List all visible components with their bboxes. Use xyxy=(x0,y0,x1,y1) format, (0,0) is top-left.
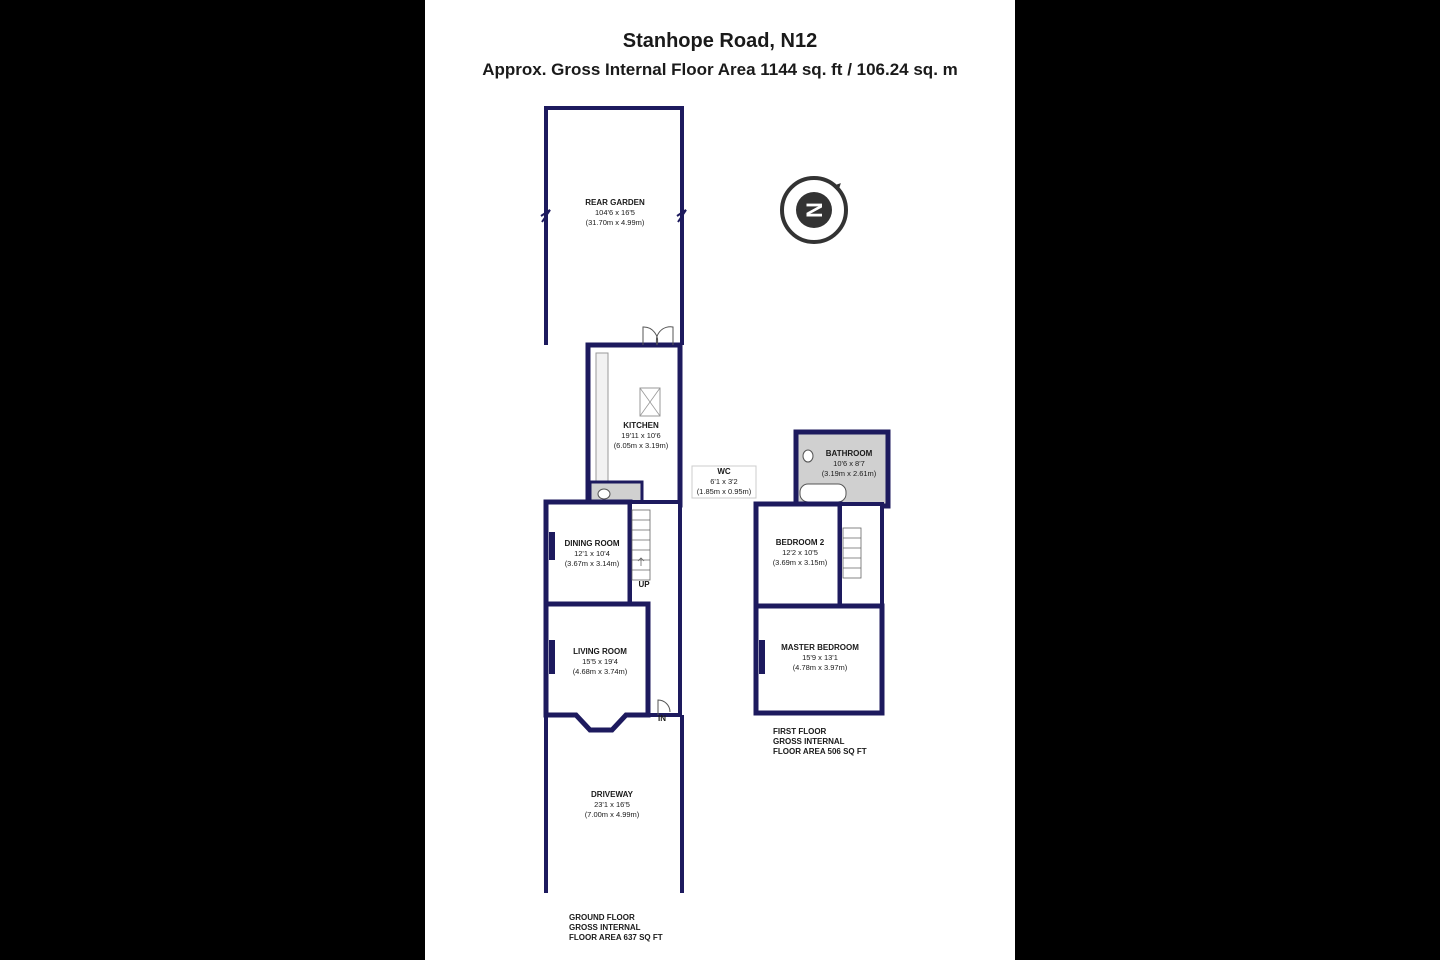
north-compass-icon xyxy=(782,178,846,242)
bedroom-2-dim-metric: (3.69m x 3.15m) xyxy=(772,558,828,567)
wc-toilet-icon xyxy=(598,489,610,499)
dining-room-dim-metric: (3.67m x 3.14m) xyxy=(564,559,620,568)
driveway-name: DRIVEWAY xyxy=(591,790,633,799)
master-fireplace-icon xyxy=(759,640,765,674)
floor-area-subtitle: Approx. Gross Internal Floor Area 1144 sq. ft / 106.24 sq. m xyxy=(482,60,958,79)
wc-dim-metric: (1.85m x 0.95m) xyxy=(696,487,752,496)
master-bedroom-dim-imperial: 15'9 x 13'1 xyxy=(802,653,838,662)
bathroom-name: BATHROOM xyxy=(825,449,873,458)
bathroom-toilet-icon xyxy=(803,450,813,462)
kitchen-dim-imperial: 19'11 x 10'6 xyxy=(621,431,661,440)
rear-garden-dim-imperial: 104'6 x 16'5 xyxy=(595,208,635,217)
ground-floor-note-2: GROSS INTERNAL xyxy=(569,923,641,932)
bathroom-dim-metric: (3.19m x 2.61m) xyxy=(821,469,877,478)
living-room-dim-imperial: 15'5 x 19'4 xyxy=(582,657,618,666)
ground-floor-note-3: FLOOR AREA 637 SQ FT xyxy=(569,933,663,942)
french-door-icon xyxy=(643,327,673,345)
kitchen-dim-metric: (6.05m x 3.19m) xyxy=(613,441,669,450)
bedroom-2-dim-imperial: 12'2 x 10'5 xyxy=(782,548,818,557)
rear-garden-dim-metric: (31.70m x 4.99m) xyxy=(585,218,645,227)
first-floor-note-3: FLOOR AREA 506 SQ FT xyxy=(773,747,867,756)
ground-floor-note-1: GROUND FLOOR xyxy=(569,913,635,922)
property-title: Stanhope Road, N12 xyxy=(622,30,818,52)
kitchen-name: KITCHEN xyxy=(623,421,659,430)
living-room-dim-metric: (4.68m x 3.74m) xyxy=(572,667,628,676)
wc-name: WC xyxy=(717,467,731,476)
wc-dim-imperial: 6'1 x 3'2 xyxy=(710,477,738,486)
entrance-label: IN xyxy=(658,714,666,723)
kitchen-worktop xyxy=(596,353,608,483)
bathroom-dim-imperial: 10'6 x 8'7 xyxy=(833,459,865,468)
dining-fireplace-icon xyxy=(549,532,555,560)
master-bedroom-dim-metric: (4.78m x 3.97m) xyxy=(792,663,848,672)
rear-garden-name: REAR GARDEN xyxy=(585,198,645,207)
bedroom-2-name: BEDROOM 2 xyxy=(775,538,825,547)
fireplace-icon xyxy=(549,640,555,674)
driveway-dim-imperial: 23'1 x 16'5 xyxy=(594,800,630,809)
bath-tub-icon xyxy=(800,484,846,502)
stairs-up-label: UP xyxy=(638,580,650,589)
driveway-dim-metric: (7.00m x 4.99m) xyxy=(584,810,640,819)
living-room-name: LIVING ROOM xyxy=(573,647,627,656)
dining-room-name: DINING ROOM xyxy=(564,539,620,548)
first-floor-note-1: FIRST FLOOR xyxy=(773,727,827,736)
dining-room-dim-imperial: 12'1 x 10'4 xyxy=(574,549,610,558)
master-bedroom-name: MASTER BEDROOM xyxy=(781,643,859,652)
compass-letter: N xyxy=(802,202,827,218)
first-floor-note-2: GROSS INTERNAL xyxy=(773,737,845,746)
